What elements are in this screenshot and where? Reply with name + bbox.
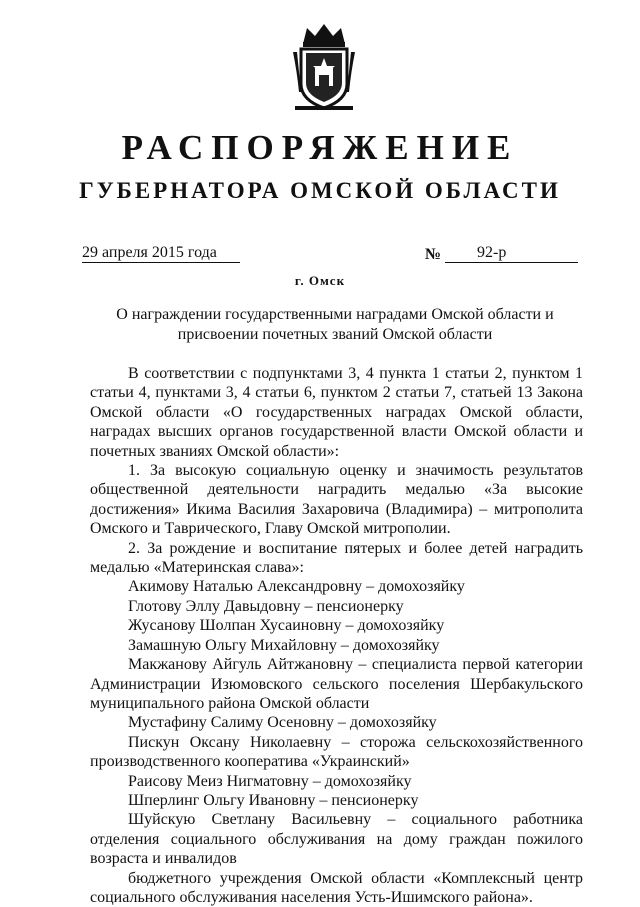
paragraph-item-1: 1. За высокую социальную оценку и значимость результатов общественной деятельности наградить медалью «За высокие достижения» Икима Василия Захаровича (Владимира) – митрополита Омского и Таврического, Главу Омской митрополии. (90, 462, 583, 538)
awardee-list-item-continuation: бюджетного учреждения Омской области «Комплексный центр социального обслуживания населения Усть-Ишимского района». (90, 869, 583, 906)
heading-line-2: присвоении почетных званий Омской области (177, 326, 493, 343)
awardee-list-item: Шуйскую Светлану Васильевну – социального работника отделения социального обслуживания на дому граждан пожилого возраста и инвалидов (90, 811, 583, 868)
awardee-list-item: Мустафину Салиму Осеновну – домохозяйку (128, 714, 437, 732)
paragraph-item-2: 2. За рождение и воспитание пятерых и более детей наградить медалью «Материнская слава»: (90, 539, 583, 577)
omsk-coat-of-arms-emblem (291, 22, 357, 114)
heading-line-1: О награждении государственными наградами Омской области и (116, 306, 554, 323)
document-title: РАСПОРЯЖЕНИЕ (121, 128, 519, 167)
awardee-list-item: Макжанову Айгуль Айтжановну – специалиста первой категории Администрации Изюмовского сельского поселения Шербакульского муниципального района Омской области (90, 656, 583, 712)
awardee-list-item: Замашную Ольгу Михайловну – домохозяйку (128, 636, 440, 654)
document-number: 92-р (445, 244, 578, 263)
document-city: г. Омск (294, 273, 346, 288)
document-heading (110, 305, 560, 345)
document-subtitle: ГУБЕРНАТОРА ОМСКОЙ ОБЛАСТИ (79, 178, 561, 203)
awardee-list-item: Глотову Эллу Давыдовну – пенсионерку (128, 597, 404, 615)
number-label: № (425, 246, 442, 263)
awardee-list-item: Раисову Меиз Нигматовну – домохозяйку (128, 772, 412, 790)
awardee-list-item: Жусанову Шолпан Хусаиновну – домохозяйку (128, 617, 445, 635)
awardee-list-item: Пискун Оксану Николаевну – сторожа сельскохозяйственного производственного кооператива «Украинский» (90, 733, 583, 771)
document-body (90, 364, 583, 907)
awardee-list-item: Акимову Наталью Александровну – домохозяйку (128, 578, 465, 596)
document-date: 29 апреля 2015 года (82, 244, 240, 263)
awardee-list-item: Шперлинг Ольгу Ивановну – пенсионерку (128, 791, 419, 809)
paragraph-preamble: В соответствии с подпунктами 3, 4 пункта 1 статьи 2, пунктом 1 статьи 4, пунктами 3, 4 статьи 6, пунктом 2 статьи 7, статьей 13 Закона Омской области «О государственных наградах Омской области, наградах высших органов государственной власти Омской области и почетных званиях Омской области»: (90, 365, 583, 460)
